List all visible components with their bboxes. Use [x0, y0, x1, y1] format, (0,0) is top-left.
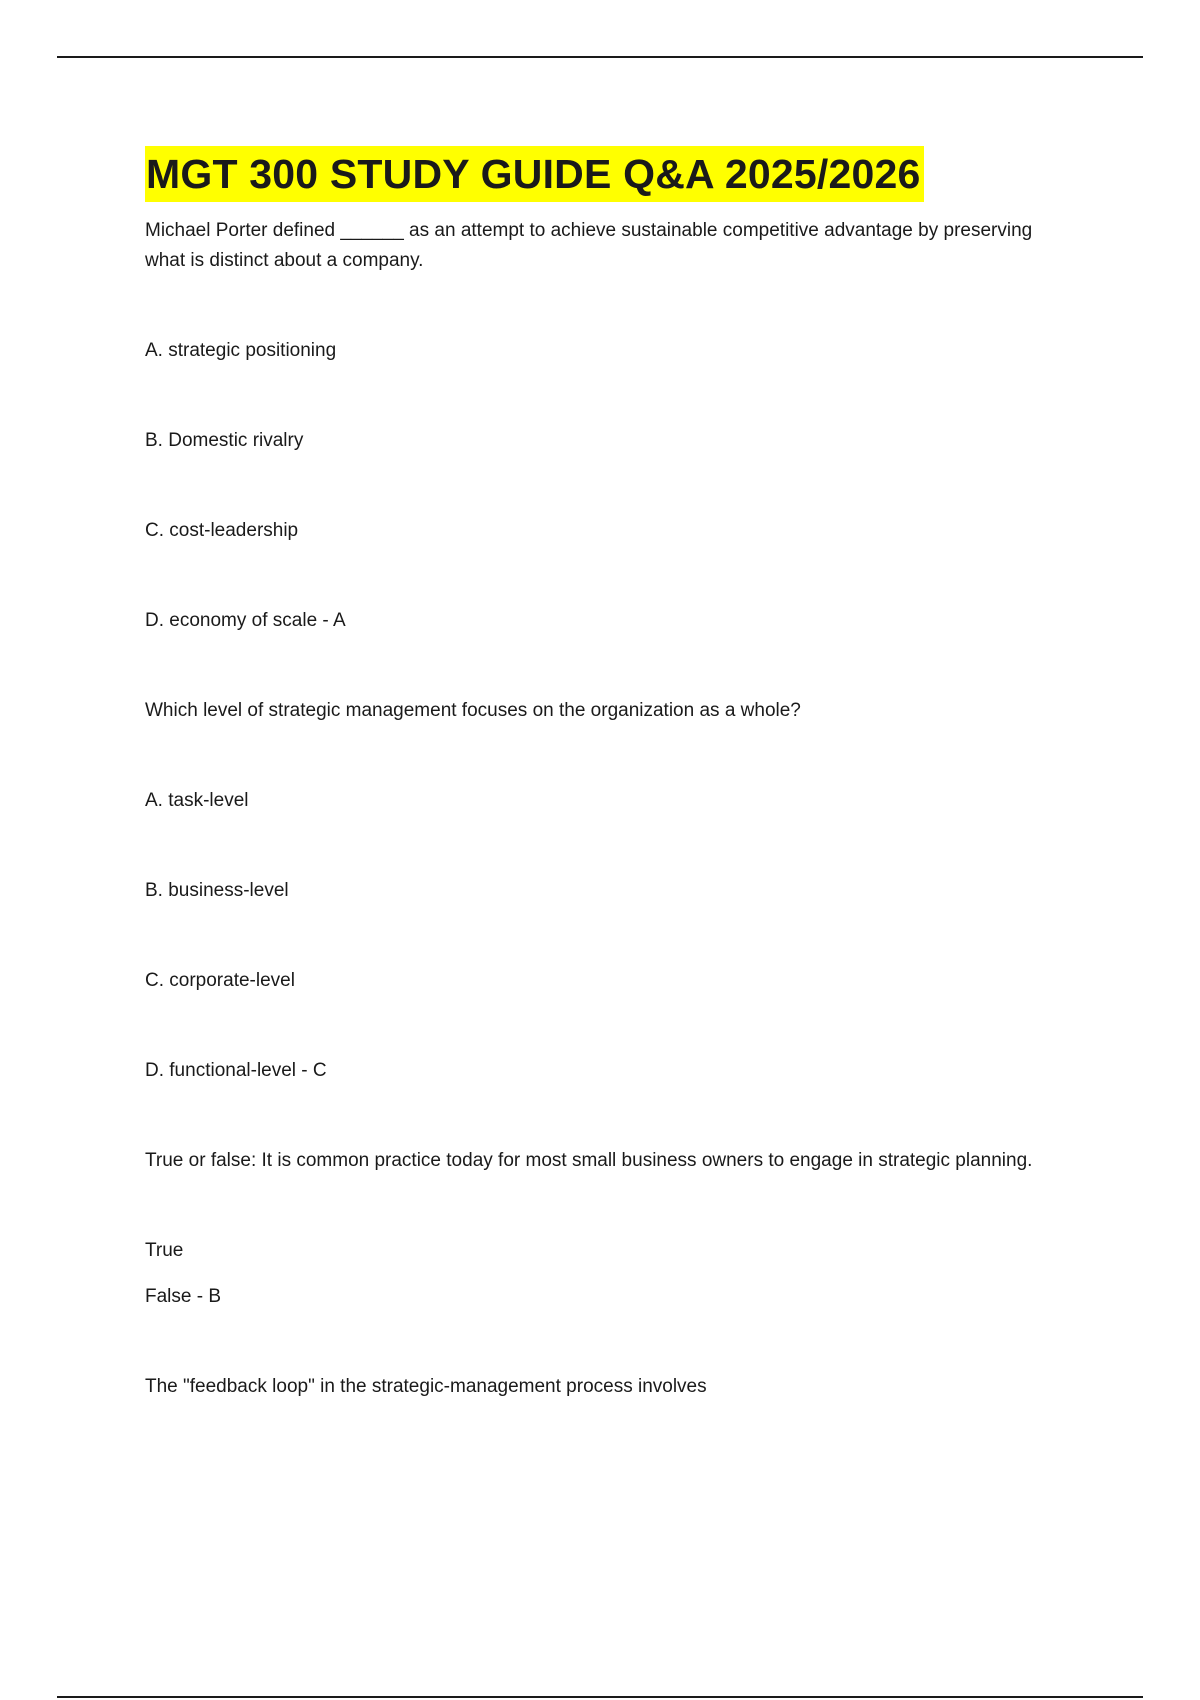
- question-2-option-b: B. business-level: [145, 880, 289, 901]
- question-2-option-c: C. corporate-level: [145, 970, 295, 991]
- question-1-option-c: C. cost-leadership: [145, 520, 299, 541]
- question-3-text: True or false: It is common practice today for most small business owners to engage in strategic planning.: [145, 1150, 1033, 1171]
- question-2-option-a: A. task-level: [145, 790, 249, 811]
- question-3-option-false: False - B: [145, 1286, 222, 1307]
- question-4-text: The "feedback loop" in the strategic-management process involves: [145, 1376, 707, 1397]
- footer-rule: [57, 1696, 1143, 1698]
- question-1-text: Michael Porter defined ______ as an attempt to achieve sustainable competitive advantage by preserving what is distinct about a company.: [145, 220, 1033, 271]
- question-1-option-d: D. economy of scale - A: [145, 610, 346, 631]
- document-title: MGT 300 STUDY GUIDE Q&A 2025/2026: [145, 146, 924, 202]
- question-2-option-d: D. functional-level - C: [145, 1060, 327, 1081]
- question-1-option-b: B. Domestic rivalry: [145, 430, 304, 451]
- question-1-option-a: A. strategic positioning: [145, 340, 337, 361]
- question-2-text: Which level of strategic management focuses on the organization as a whole?: [145, 700, 801, 721]
- header-rule: [57, 56, 1143, 58]
- question-3-option-true: True: [145, 1240, 184, 1261]
- document-body: [145, 146, 1045, 1402]
